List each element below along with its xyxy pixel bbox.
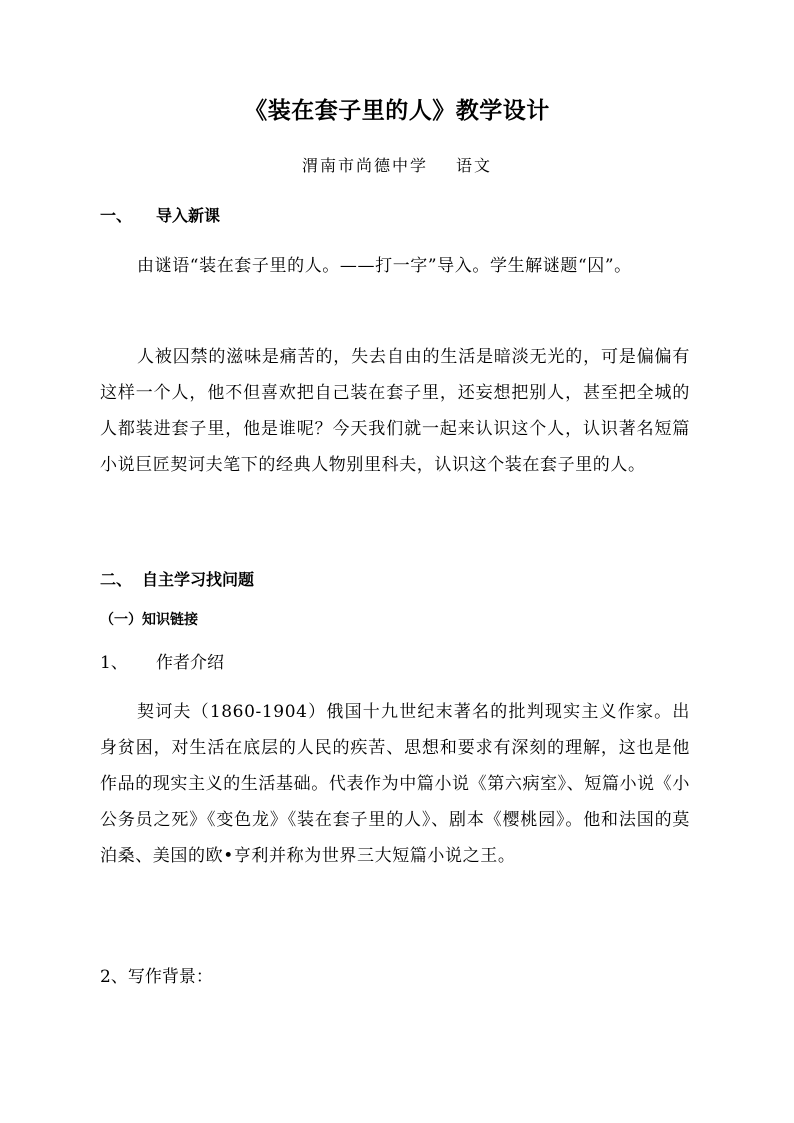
subject-name: 语文 bbox=[456, 156, 493, 175]
section1-number: 一、 bbox=[100, 206, 133, 225]
section2-heading bbox=[100, 567, 254, 590]
document-subtitle bbox=[0, 153, 794, 176]
author-intro-item bbox=[100, 648, 224, 673]
author-intro-paragraph: 契诃夫（1860-1904）俄国十九世纪末著名的批判现实主义作家。出身贫困，对生活在底层的人民的疾苦、思想和要求有深刻的理解，这也是他作品的现实主义的生活基础。代表作为中篇小说《第六病室》、短篇小说《小公务员之死》《变色龙》《装在套子里的人》、剧本《樱桃园》。他和法国的莫泊桑、美国的欧•亨利并称为世界三大短篇小说之王。 bbox=[100, 702, 690, 866]
author-intro-number: 1、 bbox=[100, 653, 128, 673]
school-name: 渭南市尚德中学 bbox=[301, 156, 428, 175]
section1-title: 导入新课 bbox=[156, 206, 221, 225]
section1-heading bbox=[100, 203, 220, 226]
author-intro-label: 作者介绍 bbox=[156, 653, 224, 673]
section1-paragraph-intro: 人被囚禁的滋味是痛苦的，失去自由的生活是暗淡无光的，可是偏偏有这样一个人，他不但喜欢把自己装在套子里，还妄想把别人，甚至把全城的人都装进套子里，他是谁呢？今天我们就一起来认识这个人，认识著名短篇小说巨匠契诃夫笔下的经典人物别里科夫，认识这个装在套子里的人。 bbox=[100, 347, 690, 475]
writing-background-item: 2、写作背景： bbox=[100, 967, 213, 987]
section2-number: 二、 bbox=[100, 570, 133, 589]
document-title: 《装在套子里的人》教学设计 bbox=[244, 97, 550, 124]
section2-title: 自主学习找问题 bbox=[142, 570, 255, 589]
section1-paragraph-riddle: 由谜语“装在套子里的人。——打一字”导入。学生解谜题“囚”。 bbox=[137, 256, 632, 276]
knowledge-link-subheading: （一）知识链接 bbox=[100, 612, 198, 628]
